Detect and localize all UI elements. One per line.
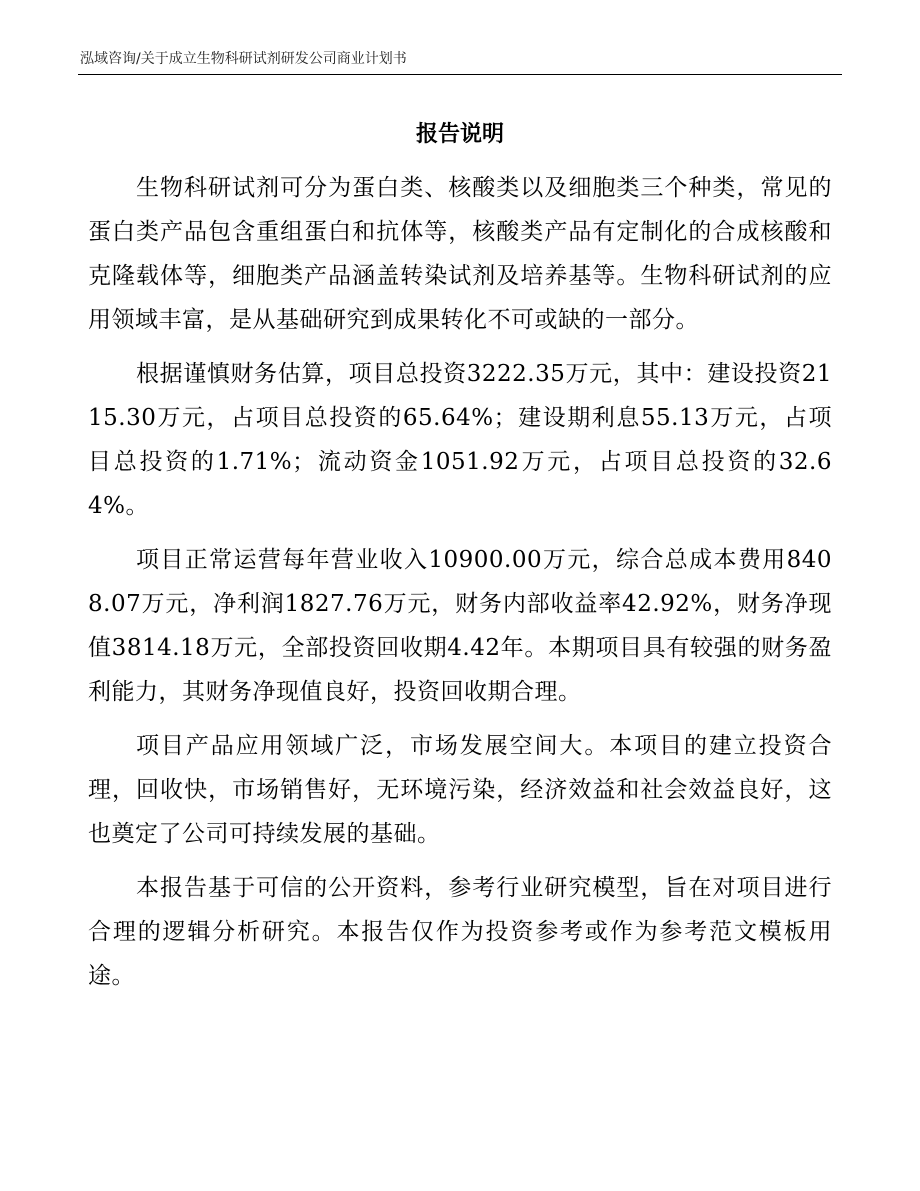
paragraph-investment: 根据谨慎财务估算，项目总投资3222.35万元，其中：建设投资2115.30万元，占项目总投资的65.64%；建设期利息55.13万元，占项目总投资的1.71%；流动资金1051.92万元，占项目总投资的32.64%。: [88, 361, 832, 519]
header-divider: [78, 74, 842, 75]
paragraph-market: 项目产品应用领域广泛，市场发展空间大。本项目的建立投资合理，回收快，市场销售好，无环境污染，经济效益和社会效益良好，这也奠定了公司可持续发展的基础。: [88, 733, 832, 847]
document-title: 报告说明: [415, 122, 504, 147]
running-header: 泓域咨询/关于成立生物科研试剂研发公司商业计划书: [80, 51, 407, 67]
document-body: [88, 166, 832, 1008]
paragraph-intro: 生物科研试剂可分为蛋白类、核酸类以及细胞类三个种类，常见的蛋白类产品包含重组蛋白和抗体等，核酸类产品有定制化的合成核酸和克隆载体等，细胞类产品涵盖转染试剂及培养基等。生物科研试剂的应用领域丰富，是从基础研究到成果转化不可或缺的一部分。: [88, 175, 832, 333]
paragraph-financials: 项目正常运营每年营业收入10900.00万元，综合总成本费用8408.07万元，净利润1827.76万元，财务内部收益率42.92%，财务净现值3814.18万元，全部投资回收期4.42年。本期项目具有较强的财务盈利能力，其财务净现值良好，投资回收期合理。: [88, 547, 832, 705]
paragraph-disclaimer: 本报告基于可信的公开资料，参考行业研究模型，旨在对项目进行合理的逻辑分析研究。本报告仅作为投资参考或作为参考范文模板用途。: [88, 875, 832, 989]
